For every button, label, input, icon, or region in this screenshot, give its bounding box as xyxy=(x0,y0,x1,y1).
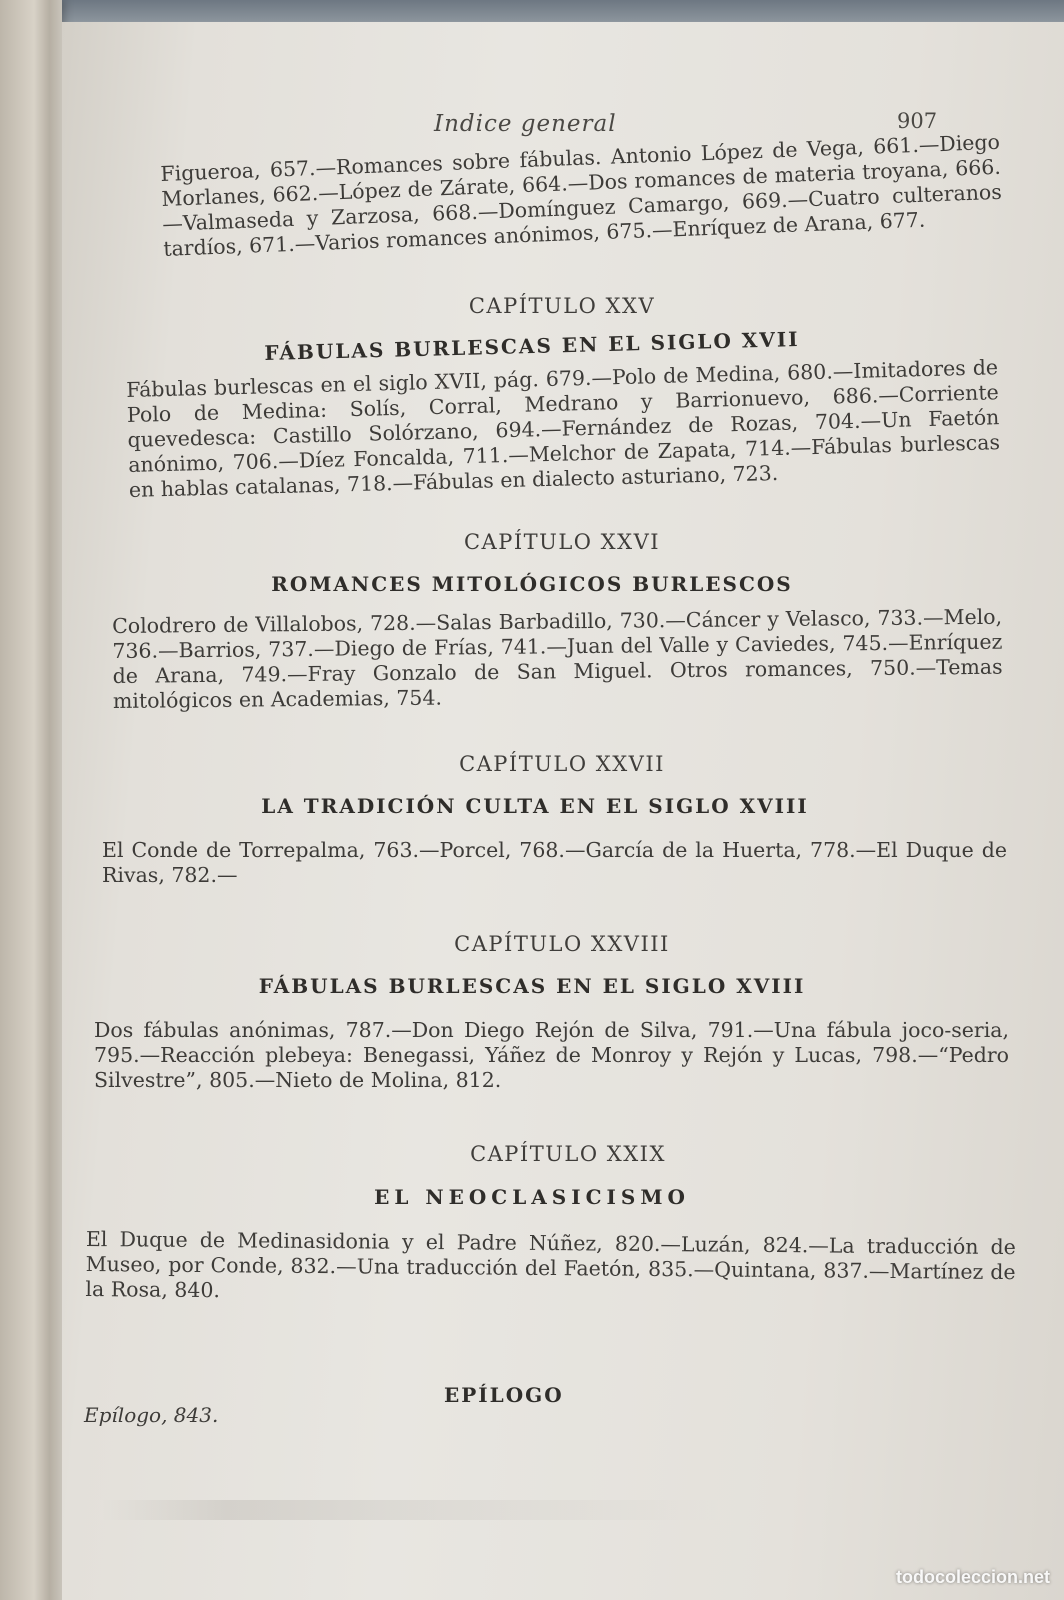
chapter-contents: Dos fábulas anónimas, 787.—Don Diego Rejón de Silva, 791.—Una fábula joco-seria, 795.—Reacción plebeya: Benegassi, Yáñez de Monroy y Rejón y Lucas, 798.—“Pedro Silvestre”, 805.—Nieto de Molina, 812. xyxy=(94,1018,1009,1092)
page-smudge xyxy=(102,1500,722,1520)
epilogue-entry: Epílogo, 843. xyxy=(84,1403,219,1427)
page-number: 907 xyxy=(897,109,938,133)
chapter-title: EL NEOCLASICISMO xyxy=(374,1185,690,1209)
table-of-contents xyxy=(62,22,1064,1600)
chapter-contents: El Conde de Torrepalma, 763.—Porcel, 768.—García de la Huerta, 778.—El Duque de Rivas, 782.— xyxy=(102,838,1007,887)
chapter-number: CAPÍTULO XXVI xyxy=(463,530,661,554)
chapter-number: CAPÍTULO XXVIII xyxy=(454,932,670,956)
continuation-paragraph: Figueroa, 657.—Romances sobre fábulas. Antonio López de Vega, 661.—Diego Morlanes, 662.—López de Zárate, 664.—Dos romances de materia troyana, 666.—Valmaseda y Zarzosa, 668.—Domínguez Camargo, 669.—Cuatro culteranos tardíos, 671.—Varios romances anónimos, 675.—Enríquez de Arana, 677. xyxy=(160,129,1003,261)
chapter-title: ROMANCES MITOLÓGICOS BURLESCOS xyxy=(271,572,793,596)
epilogue-title: EPÍLOGO xyxy=(444,1383,564,1407)
chapter-contents: El Duque de Medinasidonia y el Padre Núñez, 820.—Luzán, 824.—La traducción de Museo, por Conde, 832.—Una traducción del Faetón, 835.—Quintana, 837.—Martínez de la Rosa, 840. xyxy=(85,1227,1016,1303)
chapter-number: CAPÍTULO XXV xyxy=(468,294,656,318)
book-page xyxy=(62,22,1064,1600)
chapter-title: FÁBULAS BURLESCAS EN EL SIGLO XVIII xyxy=(258,974,806,998)
chapter-contents: Fábulas burlescas en el siglo XVII, pág. 679.—Polo de Medina, 680.—Imitadores de Polo de Medina: Solís, Corral, Medrano y Barrionuevo, 686.—Corriente quevedesca: Castillo Solórzano, 694.—Fernández de Rozas, 704.—Un Faetón anónimo, 706.—Díez Foncalda, 711.—Melchor de Zapata, 714.—Fábulas burlescas en hablas catalanas, 718.—Fábulas en dialecto asturiano, 723. xyxy=(126,355,1001,502)
book-spine-edge xyxy=(0,0,62,1600)
watermark: todocoleccion.net xyxy=(895,1567,1050,1587)
chapter-contents: Colodrero de Villalobos, 728.—Salas Barbadillo, 730.—Cáncer y Velasco, 733.—Melo, 736.—Barrios, 737.—Diego de Frías, 741.—Juan del Valle y Caviedes, 745.—Enríquez de Arana, 749.—Fray Gonzalo de San Miguel. Otros romances, 750.—Temas mitológicos en Academias, 754. xyxy=(112,604,1003,713)
running-header-title: Indice general xyxy=(434,111,617,137)
chapter-number: CAPÍTULO XXIX xyxy=(470,1142,666,1166)
chapter-number: CAPÍTULO XXVII xyxy=(459,752,665,776)
chapter-title: FÁBULAS BURLESCAS EN EL SIGLO XVII xyxy=(264,326,800,366)
chapter-title: LA TRADICIÓN CULTA EN EL SIGLO XVIII xyxy=(261,794,809,818)
